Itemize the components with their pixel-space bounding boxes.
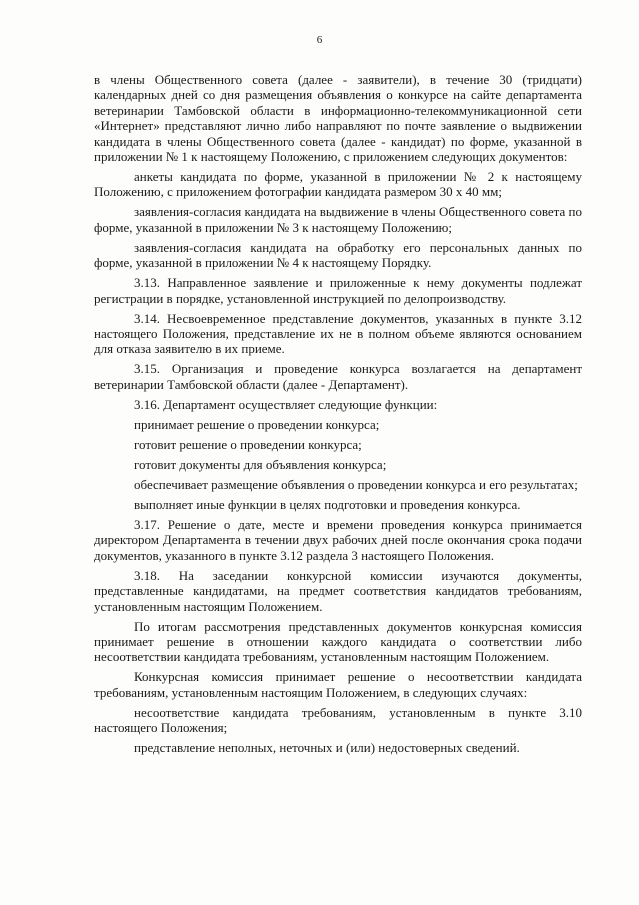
paragraph: в члены Общественного совета (далее - заявители), в течение 30 (тридцати) календарных дней со дня размещения объявления о конкурсе на сайте департамента ветеринарии Тамбовской области в информационно-телекоммуникационной сети «Интернет» представляют лично либо направляют по почте заявление о выдвижении кандидата в члены Общественного совета (далее - кандидат) по форме, указанной в приложении № 1 к настоящему Положению, с приложением следующих документов: xyxy=(94,72,582,165)
list-item: несоответствие кандидата требованиям, установленным в пункте 3.10 настоящего Положения; xyxy=(94,704,582,736)
paragraph: Конкурсная комиссия принимает решение о несоответствии кандидата требованиям, установленным настоящим Положением, в следующих случаях: xyxy=(94,669,582,700)
list-item: обеспечивает размещение объявления о проведении конкурса и его результатах; xyxy=(134,476,578,492)
paragraph: заявления-согласия кандидата на обработку его персональных данных по форме, указанной в приложении № 4 к настоящему Порядку. xyxy=(94,239,582,271)
paragraph: 3.17. Решение о дате, месте и времени проведения конкурса принимается директором Департамента в течении двух рабочих дней после окончания срока подачи документов, указанного в пункте 3.12 раздела 3 настоящего Положения. xyxy=(94,516,582,563)
paragraph: 3.18. На заседании конкурсной комиссии изучаются документы, представленные кандидатами, на предмет соответствия кандидатов требованиям, установленным настоящим Положением. xyxy=(94,567,582,614)
paragraph: 3.14. Несвоевременное представление документов, указанных в пункте 3.12 настоящего Положения, представление их не в полном объеме являются основанием для отказа заявителю в их приеме. xyxy=(94,310,582,357)
list-item: принимает решение о проведении конкурса; xyxy=(134,416,380,432)
list-item: выполняет иные функции в целях подготовки и проведения конкурса. xyxy=(134,496,521,512)
paragraph: 3.15. Организация и проведение конкурса возлагается на департамент ветеринарии Тамбовской области (далее - Департамент). xyxy=(94,361,582,392)
list-item: готовит решение о проведении конкурса; xyxy=(134,436,362,452)
paragraph: По итогам рассмотрения представленных документов конкурсная комиссия принимает решение в отношении каждого кандидата о соответствии либо несоответствии кандидата требованиям, установленным настоящим Положением. xyxy=(94,618,582,665)
paragraph: 3.13. Направленное заявление и приложенные к нему документы подлежат регистрации в порядке, установленной инструкцией по делопроизводству. xyxy=(94,275,582,306)
paragraph: заявления-согласия кандидата на выдвижение в члены Общественного совета по форме, указанной в приложении № 3 к настоящему Положению; xyxy=(94,204,582,235)
paragraph: анкеты кандидата по форме, указанной в приложении № 2 к настоящему Положению, с приложением фотографии кандидата размером 30 x 40 мм; xyxy=(94,169,582,200)
document-body xyxy=(94,72,582,760)
list-item: представление неполных, неточных и (или) недостоверных сведений. xyxy=(134,740,520,756)
paragraph: 3.16. Департамент осуществляет следующие функции: xyxy=(134,396,438,412)
page-number: 6 xyxy=(316,34,323,46)
list-item: готовит документы для объявления конкурса; xyxy=(134,456,387,472)
